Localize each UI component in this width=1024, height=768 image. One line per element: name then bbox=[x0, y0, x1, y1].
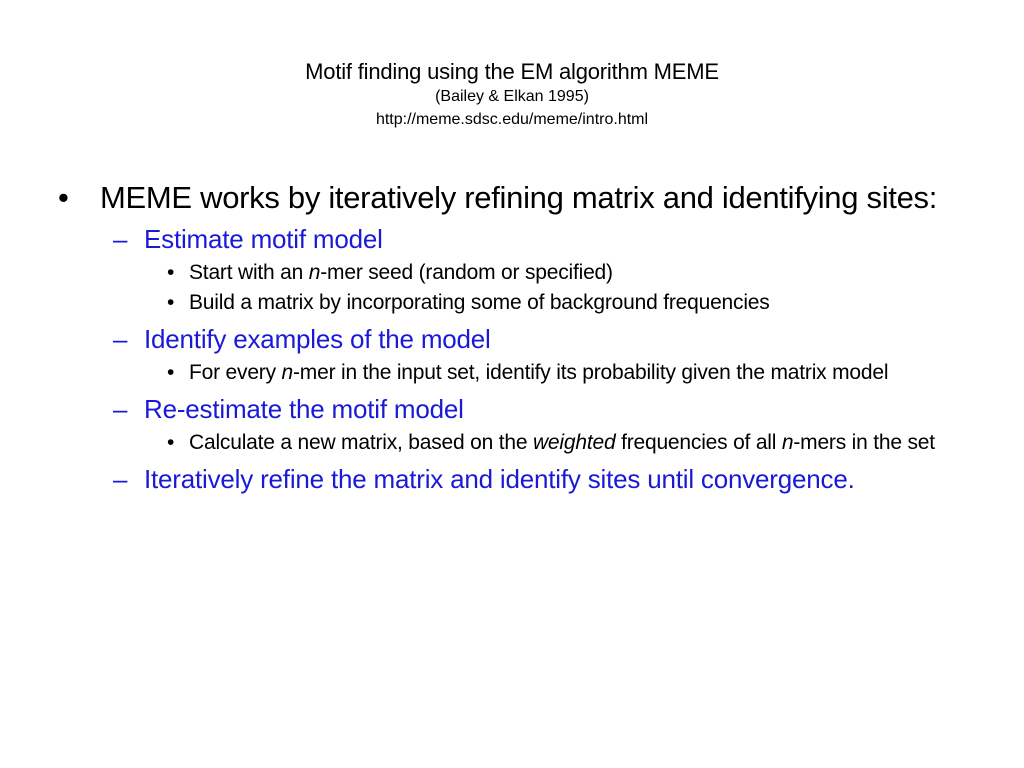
step-item bbox=[56, 260, 956, 286]
step-item bbox=[56, 360, 956, 386]
step-label: Identify examples of the model bbox=[144, 324, 491, 354]
item-emphasis: weighted bbox=[532, 431, 616, 454]
step-iterate bbox=[56, 462, 956, 496]
bullet-dot-icon: • bbox=[167, 261, 175, 284]
item-text: -mers in the set bbox=[793, 431, 935, 454]
item-text: -mer seed (random or specified) bbox=[320, 261, 613, 284]
step-estimate bbox=[56, 222, 956, 256]
bullet-dot-icon: • bbox=[167, 361, 175, 384]
item-text: Start with an bbox=[189, 261, 309, 284]
step-reestimate bbox=[56, 392, 956, 426]
slide-title: Motif finding using the EM algorithm MEME bbox=[305, 59, 719, 84]
step-label: Iteratively refine the matrix and identify sites until convergence. bbox=[144, 464, 855, 494]
dash-icon: – bbox=[113, 324, 128, 354]
item-emphasis: n bbox=[281, 361, 294, 384]
bullet-dot-icon: • bbox=[167, 291, 175, 314]
step-item bbox=[56, 290, 956, 316]
step-identify bbox=[56, 322, 956, 356]
content-body bbox=[56, 180, 956, 496]
item-emphasis: n bbox=[308, 261, 321, 284]
title-url: http://meme.sdsc.edu/meme/intro.html bbox=[375, 111, 649, 128]
item-text: -mer in the input set, identify its probability given the matrix model bbox=[293, 361, 889, 384]
step-item bbox=[56, 430, 956, 456]
title-citation: (Bailey & Elkan 1995) bbox=[435, 88, 589, 105]
title-block bbox=[0, 58, 1024, 132]
step-label: Re-estimate the motif model bbox=[144, 394, 464, 424]
step-label: Estimate motif model bbox=[144, 224, 383, 254]
item-text: For every bbox=[189, 361, 282, 384]
item-text: Build a matrix by incorporating some of background frequencies bbox=[189, 291, 770, 314]
item-text: frequencies of all bbox=[615, 431, 782, 454]
dash-icon: – bbox=[113, 224, 128, 254]
bullet-dot-icon: • bbox=[167, 431, 175, 454]
bullet-main-text: MEME works by iteratively refining matrix and identifying sites: bbox=[100, 180, 938, 215]
dash-icon: – bbox=[113, 464, 128, 494]
dash-icon: – bbox=[113, 394, 128, 424]
item-emphasis: n bbox=[781, 431, 794, 454]
item-text: Calculate a new matrix, based on the bbox=[189, 431, 533, 454]
bullet-dot-icon: • bbox=[58, 180, 69, 215]
bullet-main bbox=[56, 180, 956, 216]
